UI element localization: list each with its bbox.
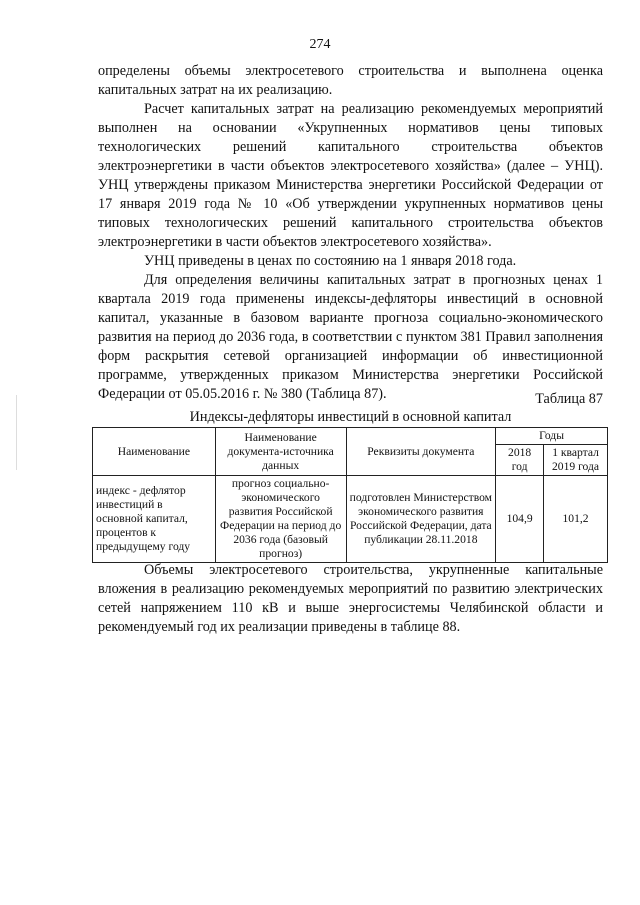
page-number: 274 bbox=[309, 37, 331, 52]
header-name: Наименование bbox=[93, 428, 216, 476]
header-requisites: Реквизиты документа bbox=[346, 428, 496, 476]
cell-source: прогноз социально-экономического развития Российской Федерации на период до 2036 года (базовый прогноз) bbox=[215, 476, 346, 563]
table-row bbox=[93, 476, 608, 563]
paragraph-deflators: Для определения величины капитальных затрат в прогнозных ценах 1 квартала 2019 года применены индексы-дефляторы инвестиций в основной капитал, указанные в базовом варианте прогноза социально-экономического развития на период до 2036 года, в соответствии с пунктом 381 Правил заполнения форм раскрытия сетевой организацией информации об инвестиционной программе, утвержденных приказом Министерства энергетики Российской Федерации от 05.05.2016 г. № 380 (Таблица 87). bbox=[98, 272, 603, 402]
cell-requisites: подготовлен Министерством экономического развития Российской Федерации, дата публикации 28.11.2018 bbox=[346, 476, 496, 563]
cell-name: индекс - дефлятор инвестиций в основной капитал, процентов к предыдущему году bbox=[93, 476, 216, 563]
header-source: Наименование документа-источника данных bbox=[215, 428, 346, 476]
deflator-table bbox=[92, 427, 608, 563]
table-caption: Индексы-дефляторы инвестиций в основной капитал bbox=[189, 409, 512, 425]
header-2018: 2018 год bbox=[496, 445, 544, 476]
cell-2018: 104,9 bbox=[496, 476, 544, 563]
table-header-row bbox=[93, 428, 608, 445]
paragraph-intro: определены объемы электросетевого строительства и выполнена оценка капитальных затрат на их реализацию. bbox=[98, 63, 603, 98]
scan-edge-line bbox=[16, 395, 17, 470]
paragraph-volumes: Объемы электросетевого строительства, укрупненные капитальные вложения в реализацию рекомендуемых мероприятий по развитию электрических сетей напряжением 110 кВ и выше энергосистемы Челябинской области и рекомендуемый год их реализации приведены в таблице 88. bbox=[98, 562, 603, 635]
table-label: Таблица 87 bbox=[535, 391, 603, 407]
paragraph-unc-prices: УНЦ приведены в ценах по состоянию на 1 января 2018 года. bbox=[144, 253, 517, 269]
header-years: Годы bbox=[496, 428, 608, 445]
header-q1-2019: 1 квартал 2019 года bbox=[544, 445, 608, 476]
paragraph-calculation: Расчет капитальных затрат на реализацию рекомендуемых мероприятий выполнен на основании «Укрупненных нормативов цены типовых технологических решений капитального строительства объектов электроэнергетики в части объектов электросетевого хозяйства» (далее – УНЦ). УНЦ утверждены приказом Министерства энергетики Российской Федерации от 17 января 2019 года № 10 «Об утверждении укрупненных нормативов цены типовых технологических решений капитального строительства объектов электроэнергетики в части объектов электросетевого хозяйства». bbox=[98, 101, 603, 250]
cell-q1-2019: 101,2 bbox=[544, 476, 608, 563]
